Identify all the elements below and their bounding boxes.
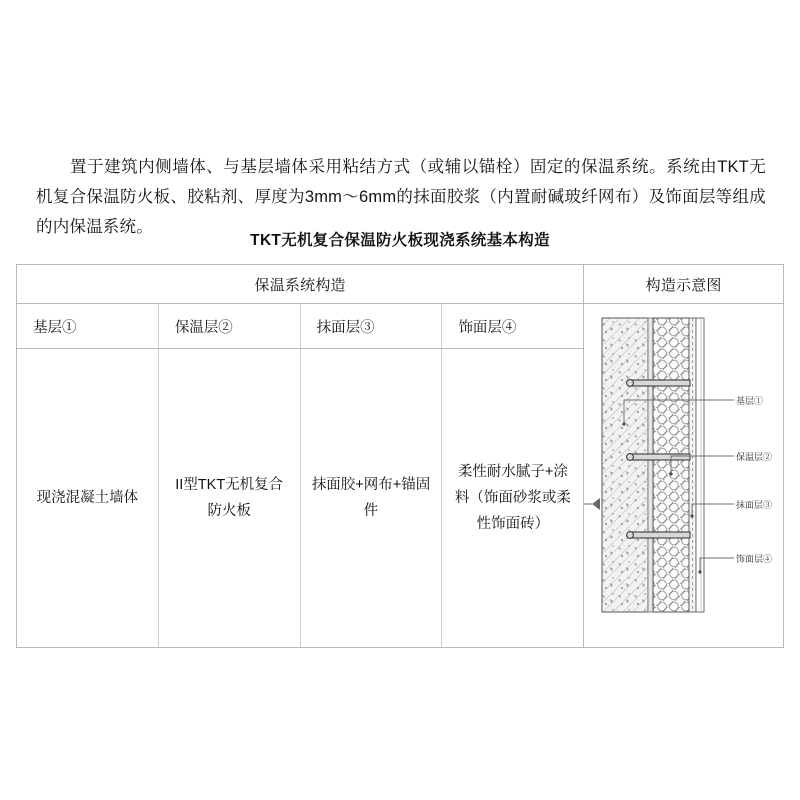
column-header-base: 基层① [17, 304, 159, 348]
column-header-plaster: 抹面层③ [301, 304, 443, 348]
intro-text: 置于建筑内侧墙体、与基层墙体采用粘结方式（或辅以锚栓）固定的保温系统。系统由TKT无机复合保温防火板、胶粘剂、厚度为3mm～6mm的抹面胶浆（内置耐碱玻纤网布）及饰面层等组成的内保温系统。 [36, 158, 766, 236]
diagram-callout-finish: 饰面层④ [736, 554, 773, 564]
column-header-row [17, 304, 583, 349]
cell-base-layer: 现浇混凝土墙体 [17, 349, 159, 647]
diagram-callout-base: 基层① [736, 396, 764, 406]
group-header-right: 构造示意图 [584, 265, 783, 304]
table-right-block [584, 265, 783, 647]
column-header-finish: 饰面层④ [458, 319, 517, 336]
cell-insulation-layer: II型TKT无机复合防火板 [159, 349, 301, 647]
construction-table [16, 264, 784, 648]
table-left-block [17, 265, 584, 647]
diagram-callout-insulation: 保温层② [736, 452, 773, 462]
construction-diagram [584, 304, 783, 647]
diagram-callout-plaster: 抹面层③ [736, 500, 773, 510]
table-title: TKT无机复合保温防火板现浇系统基本构造 [250, 232, 550, 249]
column-header-insulation: 保温层② [159, 304, 301, 348]
table-row [17, 349, 583, 647]
cell-plaster-layer: 抹面胶+网布+锚固件 [301, 349, 443, 647]
diagram-svg [584, 304, 783, 647]
group-header-left: 保温系统构造 [17, 265, 583, 304]
cell-finish-layer: 柔性耐水腻子+涂料（饰面砂浆或柔性饰面砖） [454, 464, 571, 532]
